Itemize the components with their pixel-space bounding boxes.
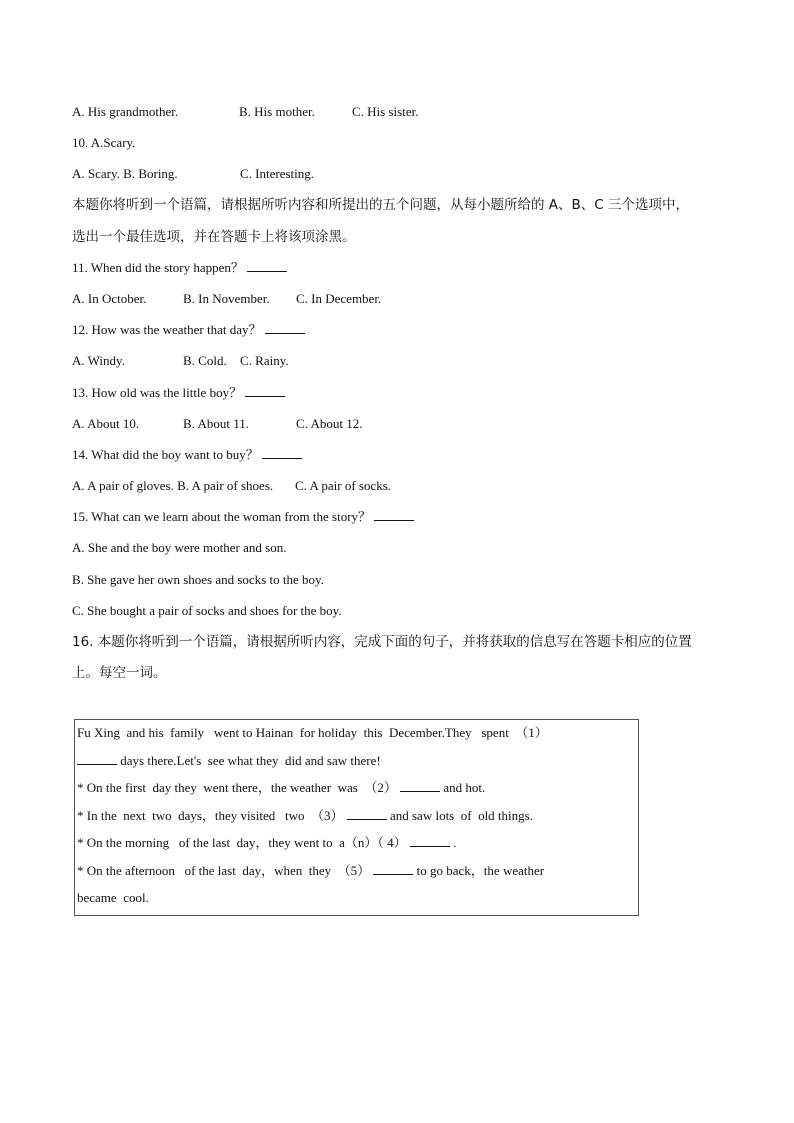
q15-option-b: B. She gave her own shoes and socks to the boy. <box>72 572 324 587</box>
q9-option-a: A. His grandmother. <box>72 104 179 119</box>
q11-stem: 11. When did the story happen？ <box>72 259 287 277</box>
q14-stem: 14. What did the boy want to buy？ <box>72 446 302 464</box>
answer-blank <box>374 508 414 521</box>
q15-option-a: A. She and the boy were mother and son. <box>72 540 287 555</box>
q12-stem: 12. How was the weather that day？ <box>72 321 305 339</box>
answer-blank <box>247 259 287 272</box>
q12-option-a: A. Windy. <box>72 353 125 368</box>
passage-line-1: Fu Xing and his family went to Hainan for holiday this December.They spent （1） <box>77 725 548 740</box>
q10-stem: 10. A.Scary. <box>72 135 136 150</box>
q13-stem: 13. How old was the little boy？ <box>72 384 285 402</box>
q13-option-a: A. About 10. <box>72 416 140 431</box>
q10-option-c: C. Interesting. <box>240 166 315 181</box>
passage-box <box>74 719 639 916</box>
q9-option-b: B. His mother. <box>239 104 315 119</box>
q13-option-b: B. About 11. <box>183 416 249 431</box>
passage-line-7: became cool. <box>77 890 149 905</box>
q15-stem: 15. What can we learn about the woman from the story？ <box>72 508 414 526</box>
answer-blank-1 <box>77 752 117 765</box>
answer-blank <box>245 384 285 397</box>
section-instructions-line1: 本题你将听到一个语篇，请根据所听内容和所提出的五个问题，从每小题所给的 A、B、C 三个选项中， <box>72 197 690 213</box>
q14-option-ab: A. A pair of gloves. B. A pair of shoes. <box>72 478 274 493</box>
answer-blank-3 <box>347 807 387 820</box>
passage-line-2: days there.Let's see what they did and saw there! <box>77 752 381 770</box>
passage-line-3: * On the first day they went there，the weather was （2） and hot. <box>77 780 486 795</box>
answer-blank <box>265 321 305 334</box>
q9-option-c: C. His sister. <box>352 104 419 119</box>
q14-option-c: C. A pair of socks. <box>295 478 392 493</box>
q13-option-c: C. About 12. <box>296 416 363 431</box>
q12-option-b: B. Cold. <box>183 353 227 368</box>
q12-option-c: C. Rainy. <box>240 353 289 368</box>
q15-option-c: C. She bought a pair of socks and shoes for the boy. <box>72 603 342 618</box>
passage-line-6: * On the afternoon of the last day，when they （5） to go back，the weather <box>77 863 545 878</box>
q11-option-c: C. In December. <box>296 291 382 306</box>
answer-blank-4 <box>410 834 450 847</box>
q16-instructions-line1: 16. 本题你将听到一个语篇，请根据所听内容，完成下面的句子，并将获取的信息写在答题卡相应的位置 <box>72 634 692 650</box>
answer-blank <box>262 446 302 459</box>
passage-line-5: * On the morning of the last day，they went to a（n）（ 4） . <box>77 835 457 850</box>
q16-instructions-line2: 上。每空一词。 <box>72 665 167 681</box>
passage-line-4: * In the next two days，they visited two （3） and saw lots of old things. <box>77 808 533 823</box>
answer-blank-2 <box>400 779 440 792</box>
q10-option-ab: A. Scary. B. Boring. <box>72 166 178 181</box>
q11-option-b: B. In November. <box>183 291 270 306</box>
section-instructions-line2: 选出一个最佳选项，并在答题卡上将该项涂黑。 <box>72 229 356 245</box>
q11-option-a: A. In October. <box>72 291 147 306</box>
answer-blank-5 <box>373 862 413 875</box>
